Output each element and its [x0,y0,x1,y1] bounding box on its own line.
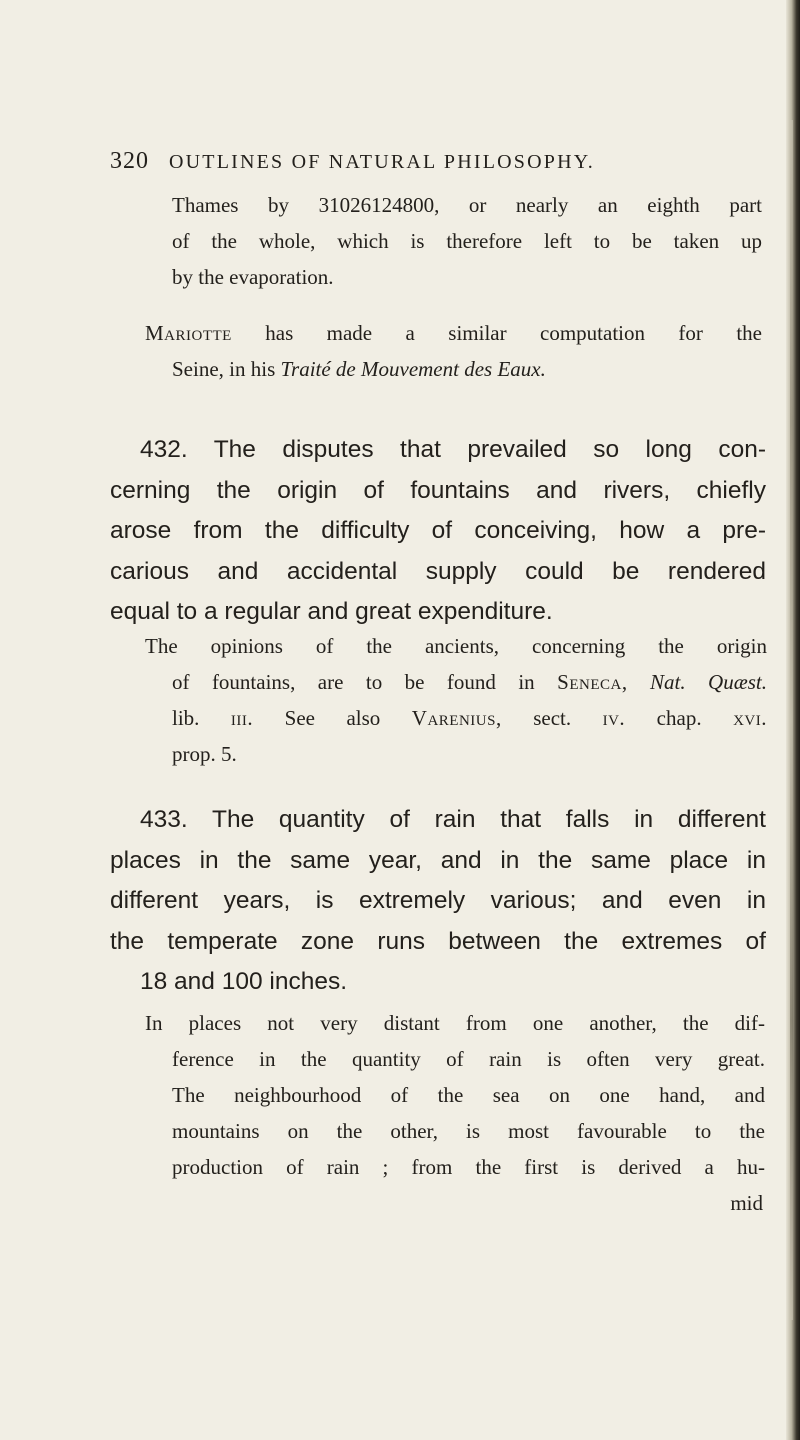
text-line [145,700,767,736]
text-line: equal to a regular and great expenditure. [110,598,553,625]
note-432 [145,628,767,772]
text-line: 18 and 100 inches. [140,968,348,995]
roman-numeral: xvi. [733,706,767,730]
text-line [145,351,762,387]
text-span: sect. [501,706,603,730]
text-line: carious and accidental supply could be rendered [110,557,766,585]
text-span: chap. [625,706,734,730]
text-line: The neighbourhood of the sea on one hand, and [172,1083,765,1107]
text-line: mountains on the other, is most favourable to the [172,1119,765,1143]
text-line: production of rain ; from the first is derived a hu- [172,1155,765,1179]
running-head-title: OUTLINES OF NATURAL PHILOSOPHY. [169,151,596,173]
continuation-paragraph [172,187,762,295]
text-line: ference in the quantity of rain is often very great. [172,1047,765,1071]
page-number: 320 [110,148,149,174]
catchword: mid [730,1191,763,1215]
page-edge-shadow [786,0,800,1440]
author-name: Seneca, [557,670,628,694]
author-name: Mariotte [145,321,232,345]
text-line: by the evaporation. [172,265,334,289]
text-line: 432. The disputes that prevailed so long con- [140,436,766,463]
text-line: places in the same year, and in the same place in [110,846,766,874]
text-span: Seine, in his [172,357,281,381]
running-header [110,148,760,182]
text-line: different years, is extremely various; and even in [110,887,766,914]
text-line: arose from the difficulty of conceiving, how a pre- [110,517,766,544]
text-line: the temperate zone runs between the extremes of [110,927,766,955]
text-line: Thames by 31026124800, or nearly an eighth part [172,193,762,217]
text-line [145,315,762,351]
text-line: cerning the origin of fountains and rivers, chiefly [110,476,766,504]
text-line: prop. 5. [172,742,237,766]
text-line: The opinions of the ancients, concerning the origin [145,634,767,658]
mariotte-note [145,315,762,387]
book-title: Traité de Mouvement des Eaux. [280,357,546,381]
text-span: See also [253,706,412,730]
text-line [145,664,767,700]
paragraph-432 [110,430,766,633]
roman-numeral: iii. [230,706,254,730]
text-line: In places not very distant from one another, the dif- [145,1011,765,1035]
note-433 [145,1005,765,1221]
text-line: of the whole, which is therefore left to be taken up [172,229,762,253]
text-span: of fountains, are to be found in [172,670,558,694]
roman-numeral: iv. [602,706,626,730]
author-name: Varenius, [411,706,502,730]
paragraph-433 [110,800,766,1003]
text-span: has made a similar computation for the [231,321,762,345]
text-line: 433. The quantity of rain that falls in different [140,806,766,833]
text-span: lib. [172,706,231,730]
book-title: Nat. Quæst. [627,670,767,694]
